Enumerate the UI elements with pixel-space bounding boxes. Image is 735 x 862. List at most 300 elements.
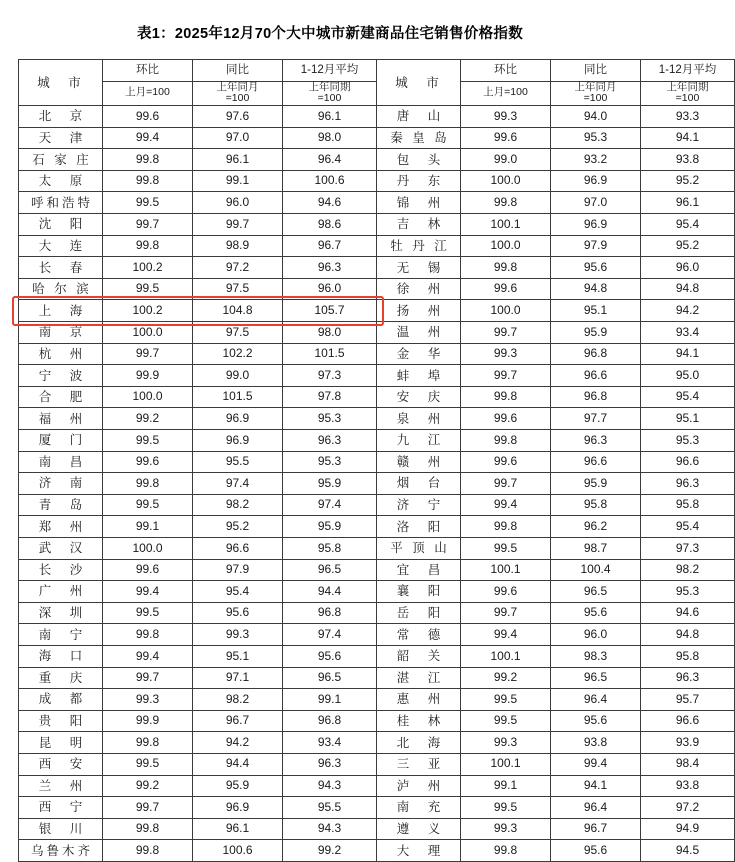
value-mom-right: 99.3 — [461, 818, 551, 840]
value-avg-right: 96.0 — [641, 257, 735, 279]
value-yoy-left: 95.2 — [193, 516, 283, 538]
value-yoy-right: 97.9 — [551, 235, 641, 257]
value-yoy-left: 96.7 — [193, 710, 283, 732]
price-index-table — [18, 59, 735, 862]
value-avg-left: 98.6 — [283, 214, 377, 236]
value-yoy-left: 97.5 — [193, 278, 283, 300]
value-yoy-right: 95.1 — [551, 300, 641, 322]
city-name-right: 南 充 — [377, 797, 461, 819]
value-yoy-left: 97.0 — [193, 127, 283, 149]
table-row — [19, 797, 735, 819]
value-avg-right: 95.4 — [641, 214, 735, 236]
header-sub-yoy-right — [551, 81, 641, 106]
value-avg-right: 97.2 — [641, 797, 735, 819]
city-name-left: 贵 阳 — [19, 710, 103, 732]
value-avg-right: 96.1 — [641, 192, 735, 214]
header-yoy-right: 同比 — [551, 60, 641, 82]
value-yoy-left: 97.4 — [193, 473, 283, 495]
city-name-left: 青 岛 — [19, 494, 103, 516]
value-mom-left: 99.8 — [103, 473, 193, 495]
value-yoy-right: 95.6 — [551, 840, 641, 862]
value-avg-right: 95.8 — [641, 645, 735, 667]
value-avg-right: 94.5 — [641, 840, 735, 862]
value-mom-right: 99.5 — [461, 689, 551, 711]
header-sub-yoy-right-line1: 上年同月 — [574, 80, 617, 93]
table-row — [19, 494, 735, 516]
table-row — [19, 473, 735, 495]
value-yoy-left: 97.2 — [193, 257, 283, 279]
value-yoy-left: 99.1 — [193, 170, 283, 192]
value-mom-right: 99.1 — [461, 775, 551, 797]
value-avg-right: 96.6 — [641, 451, 735, 473]
value-mom-left: 99.8 — [103, 818, 193, 840]
city-name-right: 岳 阳 — [377, 602, 461, 624]
value-avg-left: 95.3 — [283, 451, 377, 473]
city-name-left: 天 津 — [19, 127, 103, 149]
value-yoy-left: 96.1 — [193, 149, 283, 171]
table-row — [19, 775, 735, 797]
value-yoy-right: 93.2 — [551, 149, 641, 171]
value-yoy-left: 94.4 — [193, 753, 283, 775]
value-mom-left: 100.0 — [103, 386, 193, 408]
city-name-left: 大 连 — [19, 235, 103, 257]
value-mom-right: 99.3 — [461, 106, 551, 128]
value-mom-left: 100.0 — [103, 322, 193, 344]
value-yoy-right: 95.6 — [551, 257, 641, 279]
city-name-right: 吉 林 — [377, 214, 461, 236]
value-mom-right: 99.8 — [461, 840, 551, 862]
value-avg-left: 96.3 — [283, 257, 377, 279]
value-avg-left: 95.9 — [283, 516, 377, 538]
value-yoy-right: 97.7 — [551, 408, 641, 430]
table-row — [19, 667, 735, 689]
header-mom-left: 环比 — [103, 60, 193, 82]
value-yoy-right: 95.6 — [551, 710, 641, 732]
table-row — [19, 430, 735, 452]
value-yoy-right: 96.6 — [551, 451, 641, 473]
value-avg-left: 97.4 — [283, 494, 377, 516]
city-name-left: 乌鲁木齐 — [19, 840, 103, 862]
city-name-right: 泸 州 — [377, 775, 461, 797]
header-mom-right: 环比 — [461, 60, 551, 82]
value-yoy-left: 95.5 — [193, 451, 283, 473]
value-mom-left: 99.8 — [103, 149, 193, 171]
value-avg-left: 96.0 — [283, 278, 377, 300]
city-name-right: 湛 江 — [377, 667, 461, 689]
value-mom-right: 99.6 — [461, 127, 551, 149]
city-name-right: 牡 丹 江 — [377, 235, 461, 257]
value-yoy-right: 96.5 — [551, 581, 641, 603]
value-avg-left: 96.4 — [283, 149, 377, 171]
city-name-right: 烟 台 — [377, 473, 461, 495]
value-mom-left: 99.5 — [103, 192, 193, 214]
value-yoy-right: 95.3 — [551, 127, 641, 149]
value-mom-left: 100.2 — [103, 300, 193, 322]
city-name-right: 蚌 埠 — [377, 365, 461, 387]
value-yoy-left: 98.2 — [193, 689, 283, 711]
city-name-left: 合 肥 — [19, 386, 103, 408]
value-yoy-left: 96.6 — [193, 537, 283, 559]
value-avg-left: 96.8 — [283, 602, 377, 624]
value-mom-left: 99.5 — [103, 278, 193, 300]
city-name-right: 三 亚 — [377, 753, 461, 775]
value-avg-left: 95.3 — [283, 408, 377, 430]
value-mom-right: 99.0 — [461, 149, 551, 171]
value-mom-right: 100.1 — [461, 214, 551, 236]
value-yoy-left: 95.6 — [193, 602, 283, 624]
value-yoy-left: 96.0 — [193, 192, 283, 214]
value-mom-right: 99.3 — [461, 732, 551, 754]
value-avg-right: 94.1 — [641, 343, 735, 365]
value-avg-left: 96.5 — [283, 667, 377, 689]
value-avg-right: 93.4 — [641, 322, 735, 344]
value-avg-left: 97.3 — [283, 365, 377, 387]
city-name-left: 南 宁 — [19, 624, 103, 646]
value-avg-right: 95.3 — [641, 430, 735, 452]
value-yoy-left: 99.7 — [193, 214, 283, 236]
value-mom-right: 99.2 — [461, 667, 551, 689]
city-name-left: 南 昌 — [19, 451, 103, 473]
value-mom-right: 99.7 — [461, 473, 551, 495]
value-mom-right: 99.8 — [461, 257, 551, 279]
value-yoy-right: 95.9 — [551, 473, 641, 495]
value-yoy-left: 94.2 — [193, 732, 283, 754]
value-mom-left: 99.6 — [103, 106, 193, 128]
value-mom-left: 99.3 — [103, 689, 193, 711]
city-name-left: 福 州 — [19, 408, 103, 430]
header-sub-avg-right-line1: 上年同期 — [666, 80, 709, 93]
value-yoy-left: 96.9 — [193, 408, 283, 430]
value-yoy-left: 97.9 — [193, 559, 283, 581]
city-name-left: 宁 波 — [19, 365, 103, 387]
value-avg-right: 98.4 — [641, 753, 735, 775]
value-yoy-right: 95.6 — [551, 602, 641, 624]
value-avg-right: 95.4 — [641, 386, 735, 408]
value-avg-left: 95.6 — [283, 645, 377, 667]
value-mom-left: 100.0 — [103, 537, 193, 559]
value-avg-left: 98.0 — [283, 127, 377, 149]
city-name-left: 西 宁 — [19, 797, 103, 819]
table-row — [19, 322, 735, 344]
value-mom-left: 99.2 — [103, 408, 193, 430]
header-sub-mom-left: 上月=100 — [103, 81, 193, 106]
value-yoy-right: 94.1 — [551, 775, 641, 797]
table-row — [19, 106, 735, 128]
value-mom-right: 100.1 — [461, 559, 551, 581]
city-name-left: 南 京 — [19, 322, 103, 344]
value-yoy-right: 98.7 — [551, 537, 641, 559]
value-avg-left: 101.5 — [283, 343, 377, 365]
table-row — [19, 365, 735, 387]
city-name-right: 唐 山 — [377, 106, 461, 128]
value-avg-right: 93.8 — [641, 149, 735, 171]
value-yoy-right: 95.9 — [551, 322, 641, 344]
city-name-right: 大 理 — [377, 840, 461, 862]
value-yoy-right: 96.4 — [551, 797, 641, 819]
value-mom-left: 99.7 — [103, 343, 193, 365]
table-row — [19, 386, 735, 408]
value-avg-right: 94.8 — [641, 624, 735, 646]
value-yoy-right: 96.0 — [551, 624, 641, 646]
table-row — [19, 192, 735, 214]
value-mom-left: 99.6 — [103, 559, 193, 581]
value-mom-left: 99.8 — [103, 235, 193, 257]
city-name-right: 北 海 — [377, 732, 461, 754]
value-mom-left: 99.4 — [103, 645, 193, 667]
value-avg-right: 94.9 — [641, 818, 735, 840]
table-row — [19, 818, 735, 840]
city-name-left: 成 都 — [19, 689, 103, 711]
table-row — [19, 214, 735, 236]
value-mom-left: 99.2 — [103, 775, 193, 797]
city-name-left: 长 春 — [19, 257, 103, 279]
value-avg-left: 95.5 — [283, 797, 377, 819]
value-mom-left: 99.8 — [103, 840, 193, 862]
city-name-left: 深 圳 — [19, 602, 103, 624]
value-avg-left: 93.4 — [283, 732, 377, 754]
city-name-left: 太 原 — [19, 170, 103, 192]
value-mom-left: 99.9 — [103, 710, 193, 732]
value-yoy-left: 95.1 — [193, 645, 283, 667]
value-avg-right: 97.3 — [641, 537, 735, 559]
value-yoy-left: 98.2 — [193, 494, 283, 516]
value-yoy-left: 95.9 — [193, 775, 283, 797]
value-yoy-left: 97.6 — [193, 106, 283, 128]
value-avg-left: 94.6 — [283, 192, 377, 214]
header-avg-left: 1-12月平均 — [283, 60, 377, 82]
value-avg-left: 94.3 — [283, 775, 377, 797]
city-name-left: 长 沙 — [19, 559, 103, 581]
value-avg-left: 94.4 — [283, 581, 377, 603]
table-row — [19, 753, 735, 775]
table-row — [19, 235, 735, 257]
value-avg-right: 96.3 — [641, 473, 735, 495]
value-mom-right: 99.8 — [461, 192, 551, 214]
value-yoy-right: 94.8 — [551, 278, 641, 300]
value-avg-left: 99.2 — [283, 840, 377, 862]
table-row — [19, 408, 735, 430]
value-avg-right: 95.4 — [641, 516, 735, 538]
value-yoy-left: 101.5 — [193, 386, 283, 408]
table-row — [19, 278, 735, 300]
value-mom-right: 99.3 — [461, 343, 551, 365]
header-city-left: 城 市 — [19, 60, 103, 106]
value-mom-left: 99.7 — [103, 667, 193, 689]
value-yoy-left: 104.8 — [193, 300, 283, 322]
value-avg-right: 95.7 — [641, 689, 735, 711]
value-yoy-left: 96.1 — [193, 818, 283, 840]
value-avg-left: 100.6 — [283, 170, 377, 192]
value-avg-right: 95.1 — [641, 408, 735, 430]
value-mom-left: 99.7 — [103, 797, 193, 819]
value-avg-left: 96.3 — [283, 430, 377, 452]
value-avg-right: 95.3 — [641, 581, 735, 603]
city-name-left: 济 南 — [19, 473, 103, 495]
value-mom-right: 99.6 — [461, 581, 551, 603]
value-yoy-right: 96.9 — [551, 214, 641, 236]
value-mom-left: 99.4 — [103, 127, 193, 149]
table-row — [19, 710, 735, 732]
city-name-left: 杭 州 — [19, 343, 103, 365]
city-name-left: 上 海 — [19, 300, 103, 322]
page-title: 表1：2025年12月70个大中城市新建商品住宅销售价格指数 — [136, 26, 524, 42]
value-avg-left: 96.5 — [283, 559, 377, 581]
value-avg-left: 96.1 — [283, 106, 377, 128]
value-mom-right: 100.0 — [461, 170, 551, 192]
value-yoy-right: 96.8 — [551, 343, 641, 365]
value-yoy-left: 97.5 — [193, 322, 283, 344]
value-avg-right: 94.1 — [641, 127, 735, 149]
city-name-right: 常 德 — [377, 624, 461, 646]
city-name-right: 扬 州 — [377, 300, 461, 322]
city-name-right: 锦 州 — [377, 192, 461, 214]
value-yoy-right: 96.8 — [551, 386, 641, 408]
city-name-right: 安 庆 — [377, 386, 461, 408]
table-row — [19, 840, 735, 862]
value-yoy-left: 97.1 — [193, 667, 283, 689]
header-city-right: 城 市 — [377, 60, 461, 106]
value-avg-left: 97.4 — [283, 624, 377, 646]
value-yoy-left: 100.6 — [193, 840, 283, 862]
city-name-left: 武 汉 — [19, 537, 103, 559]
city-name-right: 丹 东 — [377, 170, 461, 192]
city-name-right: 金 华 — [377, 343, 461, 365]
table-header — [19, 60, 735, 106]
city-name-right: 泉 州 — [377, 408, 461, 430]
value-mom-right: 99.5 — [461, 537, 551, 559]
table-row — [19, 624, 735, 646]
header-sub-yoy-left — [193, 81, 283, 106]
value-mom-left: 100.2 — [103, 257, 193, 279]
value-avg-left: 96.7 — [283, 235, 377, 257]
value-mom-right: 100.1 — [461, 753, 551, 775]
value-yoy-right: 96.2 — [551, 516, 641, 538]
city-name-right: 济 宁 — [377, 494, 461, 516]
city-name-right: 宜 昌 — [377, 559, 461, 581]
value-yoy-right: 93.8 — [551, 732, 641, 754]
header-sub-yoy-right-line2: =100 — [583, 92, 608, 105]
header-row-group — [19, 60, 735, 82]
value-mom-right: 99.8 — [461, 516, 551, 538]
value-avg-left: 96.8 — [283, 710, 377, 732]
value-avg-right: 94.2 — [641, 300, 735, 322]
value-mom-right: 99.7 — [461, 322, 551, 344]
city-name-right: 无 锡 — [377, 257, 461, 279]
value-avg-right: 96.6 — [641, 710, 735, 732]
value-mom-left: 99.5 — [103, 430, 193, 452]
value-yoy-left: 96.9 — [193, 430, 283, 452]
value-yoy-left: 99.0 — [193, 365, 283, 387]
city-name-left: 昆 明 — [19, 732, 103, 754]
city-name-left: 石 家 庄 — [19, 149, 103, 171]
city-name-right: 韶 关 — [377, 645, 461, 667]
value-avg-right: 93.9 — [641, 732, 735, 754]
value-yoy-right: 96.7 — [551, 818, 641, 840]
value-avg-right: 94.8 — [641, 278, 735, 300]
value-avg-left: 94.3 — [283, 818, 377, 840]
table-body — [19, 106, 735, 862]
table-row — [19, 343, 735, 365]
value-mom-right: 99.4 — [461, 494, 551, 516]
city-name-right: 桂 林 — [377, 710, 461, 732]
value-mom-right: 99.4 — [461, 624, 551, 646]
value-yoy-right: 99.4 — [551, 753, 641, 775]
table-row — [19, 602, 735, 624]
value-mom-left: 99.5 — [103, 602, 193, 624]
value-avg-right: 93.8 — [641, 775, 735, 797]
value-mom-left: 99.5 — [103, 753, 193, 775]
value-mom-left: 99.7 — [103, 214, 193, 236]
table-row — [19, 559, 735, 581]
city-name-right: 徐 州 — [377, 278, 461, 300]
value-yoy-left: 99.3 — [193, 624, 283, 646]
value-avg-right: 95.8 — [641, 494, 735, 516]
value-yoy-right: 96.9 — [551, 170, 641, 192]
value-yoy-left: 98.9 — [193, 235, 283, 257]
value-mom-right: 99.5 — [461, 797, 551, 819]
city-name-left: 沈 阳 — [19, 214, 103, 236]
value-avg-left: 96.3 — [283, 753, 377, 775]
header-sub-mom-right: 上月=100 — [461, 81, 551, 106]
table-row — [19, 149, 735, 171]
table-row — [19, 732, 735, 754]
value-mom-right: 99.8 — [461, 386, 551, 408]
city-name-left: 广 州 — [19, 581, 103, 603]
city-name-right: 遵 义 — [377, 818, 461, 840]
value-yoy-right: 100.4 — [551, 559, 641, 581]
header-sub-avg-left-line2: =100 — [317, 92, 342, 105]
header-sub-avg-right — [641, 81, 735, 106]
value-mom-right: 99.6 — [461, 408, 551, 430]
table-row — [19, 581, 735, 603]
value-avg-right: 98.2 — [641, 559, 735, 581]
value-mom-left: 99.9 — [103, 365, 193, 387]
city-name-right: 洛 阳 — [377, 516, 461, 538]
header-sub-avg-right-line2: =100 — [675, 92, 700, 105]
value-mom-left: 99.1 — [103, 516, 193, 538]
city-name-right: 赣 州 — [377, 451, 461, 473]
city-name-left: 兰 州 — [19, 775, 103, 797]
value-mom-right: 100.0 — [461, 235, 551, 257]
city-name-left: 北 京 — [19, 106, 103, 128]
value-yoy-right: 96.6 — [551, 365, 641, 387]
header-sub-yoy-left-line2: =100 — [225, 92, 250, 105]
value-mom-right: 99.7 — [461, 602, 551, 624]
table-row — [19, 537, 735, 559]
city-name-left: 海 口 — [19, 645, 103, 667]
value-mom-right: 99.8 — [461, 430, 551, 452]
table-row — [19, 689, 735, 711]
value-mom-right: 99.5 — [461, 710, 551, 732]
header-sub-avg-left-line1: 上年同期 — [308, 80, 351, 93]
value-mom-right: 99.6 — [461, 451, 551, 473]
city-name-left: 哈 尔 滨 — [19, 278, 103, 300]
value-avg-right: 94.6 — [641, 602, 735, 624]
city-name-right: 惠 州 — [377, 689, 461, 711]
value-yoy-right: 98.3 — [551, 645, 641, 667]
table-row — [19, 170, 735, 192]
city-name-right: 九 江 — [377, 430, 461, 452]
header-sub-yoy-left-line1: 上年同月 — [216, 80, 259, 93]
city-name-left: 郑 州 — [19, 516, 103, 538]
table-row — [19, 127, 735, 149]
value-avg-left: 98.0 — [283, 322, 377, 344]
value-yoy-right: 94.0 — [551, 106, 641, 128]
table-row — [19, 645, 735, 667]
value-yoy-left: 102.2 — [193, 343, 283, 365]
header-yoy-left: 同比 — [193, 60, 283, 82]
city-name-left: 重 庆 — [19, 667, 103, 689]
